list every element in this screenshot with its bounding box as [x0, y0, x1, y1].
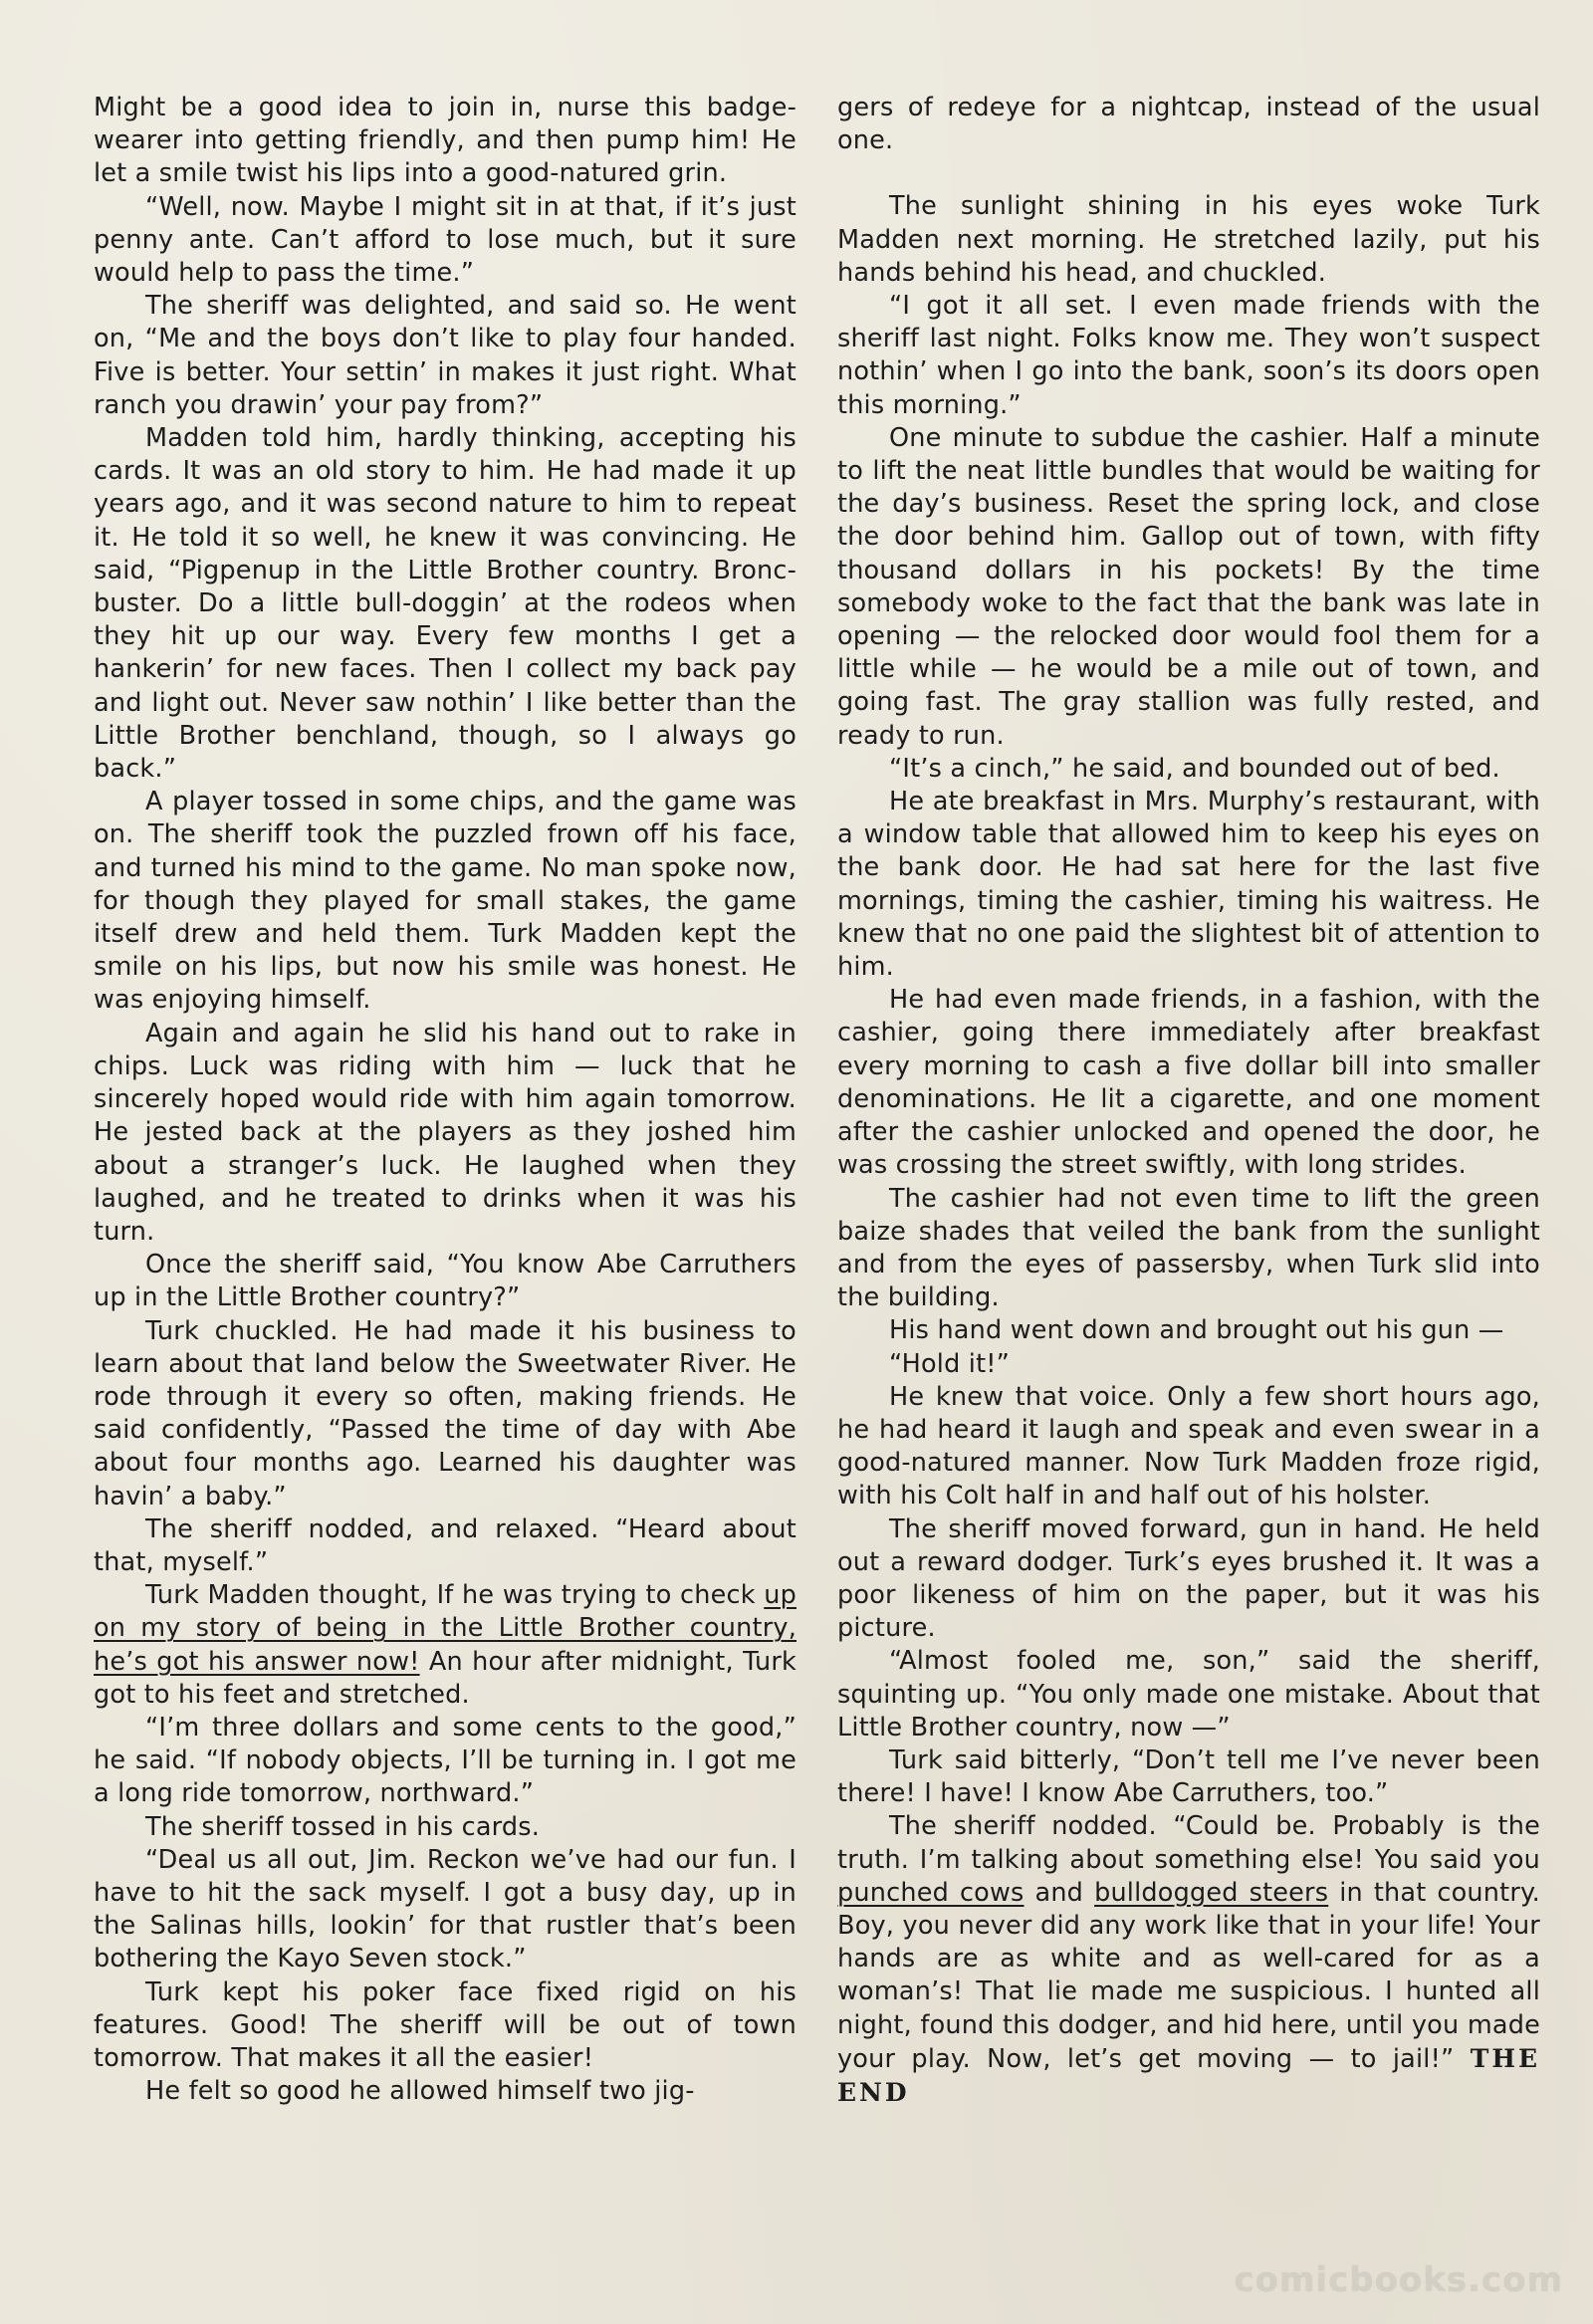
paragraph: He had even made friends, in a fashion, with the cashier, going there immediately after breakfast every morning to cash a five dollar bill into smaller denominations. He lit a cigarette, and one moment after the cashier unlocked and opened the door, he was crossing the street swiftly, with long strides. [837, 985, 1540, 1181]
paragraph: He felt so good he allowed himself two jig- [145, 2076, 695, 2107]
paragraph: “Well, now. Maybe I might sit in at that, if it’s just penny ante. Can’t afford to lose much, but it sure would help to pass the time.” [94, 191, 796, 289]
paragraph: The sheriff moved forward, gun in hand. He held out a reward dodger. Turk’s eyes brushed it. It was a poor likeness of him on the paper, but it was his picture. [837, 1513, 1540, 1644]
paragraph: Once the sheriff said, “You know Abe Carruthers up in the Little Brother country?” [94, 1250, 796, 1313]
underlined-text: up on my story of being in the Little Brother country, he’s got his answer now! [94, 1580, 796, 1677]
paragraph: The sunlight shining in his eyes woke Turk Madden next morning. He stretched lazily, put his hands behind his head, and chuckled. [837, 191, 1540, 288]
paragraph: Might be a good idea to join in, nurse this badge-wearer into getting friendly, and then pump him! He let a smile twist his lips into a good-natured grin. [94, 93, 796, 189]
paragraph: The sheriff was delighted, and said so. He went on, “Me and the boys don’t like to play four handed. Five is better. Your settin’ in makes it just right. What ranch you drawin’ your pay from?” [94, 291, 796, 420]
left-column [94, 92, 796, 2108]
underlined-text: bulldogged steers [1094, 1877, 1329, 1908]
underlined-text: punched cows [837, 1877, 1024, 1908]
paragraph: The sheriff tossed in his cards. [145, 1811, 541, 1842]
paragraph: “I got it all set. I even made friends with the sheriff last night. Folks know me. They won’t suspect nothin’ when I go into the bank, soon’s its doors open this morning.” [837, 291, 1540, 420]
paragraph: “It’s a cinch,” he said, and bounded out of bed. [889, 753, 1500, 784]
paragraph: Again and again he slid his hand out to rake in chips. Luck was riding with him — luck that he sincerely hoped would ride with him again tomorrow. He jested back at the players as they joshed him about a stranger’s luck. He laughed when they laughed, and he treated to drinks when it was his turn. [94, 1018, 796, 1247]
paragraph: The cashier had not even time to lift the green baize shades that veiled the bank from the sunlight and from the eyes of passersby, when Turk slid into the building. [837, 1183, 1540, 1313]
paragraph: “Deal us all out, Jim. Reckon we’ve had our fun. I have to hit the sack myself. I got a busy day, up in the Salinas hills, lookin’ for that rustler that’s been bothering the Kayo Seven stock.” [94, 1844, 796, 1975]
paragraph-text: in that country. Boy, you never did any work like that in your life! Your hands are as white and as well-cared for as a woman’s! That lie made me suspicious. I hunted all night, found this dodger, and hid here, until you made your play. Now, let’s get moving — to jail!” [837, 1877, 1540, 2074]
paragraph: Turk chuckled. He had made it his business to learn about that land below the Sweetwater River. He rode through it every so often, making friends. He said confidently, “Passed the time of day with Abe about four months ago. Learned his daughter was havin’ a baby.” [94, 1315, 796, 1511]
paragraph-text: The sheriff nodded. “Could be. Probably is the truth. I’m talking about something else! You said you [837, 1811, 1540, 1875]
paragraph-text: An hour after midnight, Turk got to his feet and stretched. [94, 1646, 796, 1710]
paragraph: The sheriff nodded, and relaxed. “Heard about that, myself.” [94, 1513, 796, 1577]
paragraph: gers of redeye for a nightcap, instead of the usual one. [837, 93, 1540, 156]
paragraph: He knew that voice. Only a few short hours ago, he had heard it laugh and speak and even swear in a good-natured manner. Now Turk Madden froze rigid, with his Colt half in and half out of his holster. [837, 1381, 1540, 1511]
paragraph: Turk said bitterly, “Don’t tell me I’ve never been there! I have! I know Abe Carruthers, too.” [837, 1744, 1540, 1809]
paragraph: His hand went down and brought out his gun — [889, 1315, 1504, 1346]
paragraph: Turk kept his poker face fixed rigid on his features. Good! The sheriff will be out of town tomorrow. That makes it all the easier! [94, 1976, 796, 2073]
paragraph: He ate breakfast in Mrs. Murphy’s restaurant, with a window table that allowed him to keep his eyes on the bank door. He had sat here for the last five mornings, timing the cashier, timing his waitress. He knew that no one paid the slightest bit of attention to him. [837, 787, 1540, 983]
right-column [837, 92, 1540, 2110]
paragraph-text: Turk Madden thought, If he was trying to check [145, 1580, 765, 1611]
paragraph: “Hold it!” [889, 1348, 1011, 1379]
watermark: comicbooks.com [1234, 2260, 1563, 2300]
paragraph [94, 1579, 796, 1712]
paragraph: One minute to subdue the cashier. Half a minute to lift the neat little bundles that would be waiting for the day’s business. Reset the spring lock, and close the door behind him. Gallop out of town, with fifty thousand dollars in his pockets! By the time somebody woke to the fact that the bank was late in opening — the relocked door would fool them for a little while — he would be a mile out of town, and going fast. The gray stallion was fully rested, and ready to run. [837, 422, 1540, 751]
paragraph: “I’m three dollars and some cents to the good,” he said. “If nobody objects, I’ll be turning in. I got me a long ride tomorrow, northward.” [94, 1712, 796, 1809]
paragraph: “Almost fooled me, son,” said the sheriff, squinting up. “You only made one mistake. About that Little Brother country, now —” [837, 1646, 1540, 1743]
paragraph: Madden told him, hardly thinking, accepting his cards. It was an old story to him. He had made it up years ago, and it was second nature to him to repeat it. He told it so well, he knew it was convincing. He said, “Pigpenup in the Little Brother country. Bronc-buster. Do a little bull-doggin’ at the rodeos when they hit up our way. Every few months I get a hankerin’ for new faces. Then I collect my back pay and light out. Never saw nothin’ I like better than the Little Brother benchland, though, so I always go back.” [94, 423, 796, 785]
paragraph-text: and [1024, 1877, 1095, 1908]
paragraph: A player tossed in some chips, and the game was on. The sheriff took the puzzled frown off his face, and turned his mind to the game. No man spoke now, for though they played for small stakes, the game itself drew and held them. Turk Madden kept the smile on his lips, but now his smile was honest. He was enjoying himself. [94, 787, 796, 1016]
paragraph [837, 1810, 1540, 2110]
the-end-mark: THE END [837, 2043, 1540, 2107]
